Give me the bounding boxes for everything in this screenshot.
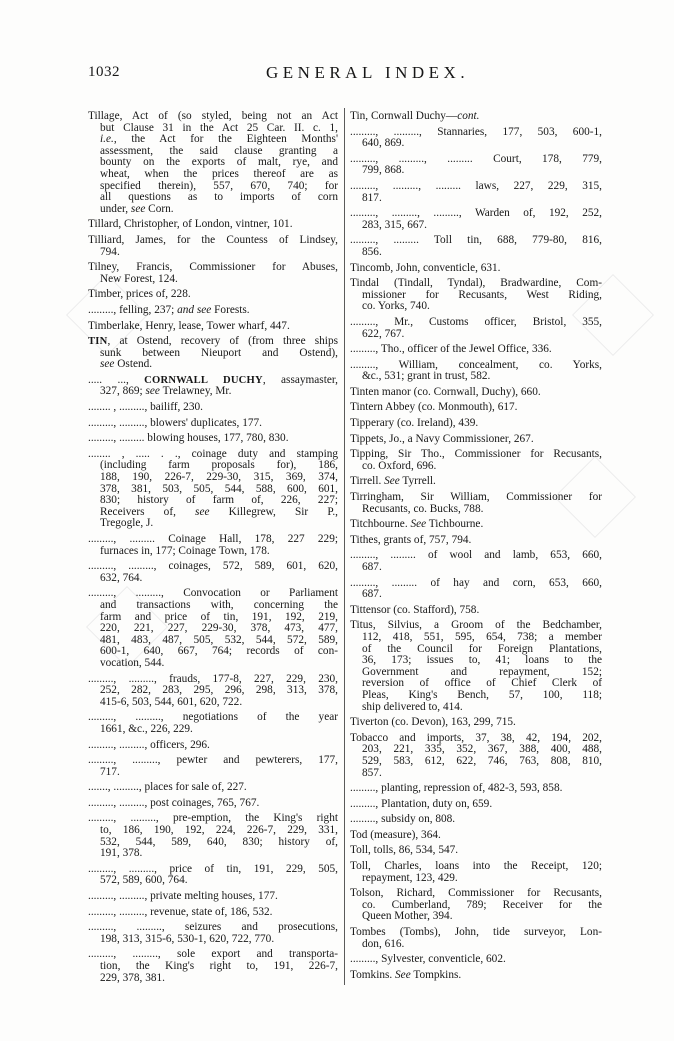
index-entry — [88, 402, 338, 414]
entry-first-line: ........., ........., price of tin, 191, 229, 505, — [88, 862, 338, 875]
entry-first-line: ........., ........., ......... Court, 178, 779, — [350, 152, 602, 165]
entry-first-line: Tithes, grants of, 757, 794. — [350, 533, 472, 546]
index-entry — [88, 864, 338, 887]
entry-text: Receivers of, — [100, 505, 196, 518]
entry-first-line: Tintern Abbey (co. Monmouth), 617. — [350, 401, 518, 414]
entry-first-line — [350, 519, 602, 531]
index-entry — [350, 449, 602, 472]
index-entry — [350, 278, 602, 313]
entry-text: ..... ..., — [88, 373, 145, 386]
entry-continuation-line: 830; history of farm of, 226, 227; — [100, 494, 338, 507]
entry-continuation-line: 203, 221, 335, 352, 367, 388, 400, 488, — [362, 743, 602, 756]
index-entry — [350, 181, 602, 204]
entry-first-line: ........ , ........., bailiff, 230. — [88, 401, 203, 414]
entry-first-line — [350, 970, 602, 982]
entry-first-line: ........., ........., frauds, 177-8, 227, 229, 230, — [88, 672, 338, 685]
index-entry — [88, 375, 338, 398]
index-entry — [88, 561, 338, 584]
entry-continuation-line: Pleas, King's Bench, 57, 100, 118; — [362, 688, 602, 701]
entry-continuation-line: &c., 531; grant in trust, 582. — [362, 370, 491, 383]
entry-first-line: ........., ......... of hay and corn, 653, 660, — [350, 576, 602, 589]
entry-first-line: Tillard, Christopher, of London, vintner, 101. — [88, 218, 293, 231]
italic-text: See — [395, 968, 411, 981]
entry-continuation-line: 799, 868. — [362, 164, 405, 177]
entry-text: , the Act for the Eighteen Months' — [113, 133, 338, 146]
column-divider — [344, 108, 345, 985]
entry-first-line: Tobacco and imports, 37, 38, 42, 194, 202, — [350, 731, 602, 744]
entry-continuation-line: don, 616. — [362, 937, 405, 950]
index-entry — [88, 588, 338, 669]
entry-continuation-line: Queen Mother, 394. — [362, 910, 453, 923]
entry-first-line: ........., ........., revenue, state of, 186, 532. — [88, 905, 273, 918]
entry-continuation-line: 229, 378, 381. — [100, 971, 165, 984]
entry-continuation-line: furnaces in, 177; Coinage Town, 178. — [100, 544, 270, 557]
index-entry — [350, 387, 602, 399]
entry-first-line: ........., subsidy on, 808. — [350, 813, 456, 826]
entry-continuation-line: 220, 221, 227, 229-30, 378, 473, 477, — [100, 622, 338, 635]
index-entry — [350, 317, 602, 340]
entry-continuation-line: tion, the King's right to, 191, 226-7, — [100, 960, 338, 972]
entry-continuation-line: assessment, the said clause granting a — [100, 144, 338, 157]
italic-text: see — [100, 358, 115, 371]
index-entry — [88, 922, 338, 945]
entry-first-line: ........., ........., coinages, 572, 589, 601, 620, — [88, 560, 338, 573]
entry-first-line: ........., ........., pewter and pewterers, 177, — [88, 754, 338, 767]
index-entry — [350, 235, 602, 258]
index-entry — [350, 360, 602, 383]
index-entry — [88, 534, 338, 557]
index-entry — [88, 740, 338, 752]
entry-continuation-line: and transactions with, concerning the — [100, 598, 338, 611]
index-entry — [350, 519, 602, 531]
entry-continuation-line: co. Yorks, 740. — [362, 300, 430, 313]
entry-text: Tichbourne. — [426, 518, 484, 531]
index-entry — [88, 674, 338, 709]
entry-continuation-line: 415-6, 503, 544, 601, 620, 722. — [100, 695, 243, 708]
index-entry — [350, 733, 602, 779]
entry-first-line — [88, 305, 338, 317]
italic-text: See — [384, 475, 400, 488]
left-column — [88, 111, 338, 984]
entry-first-line: Toll, tolls, 86, 534, 547. — [350, 844, 459, 857]
entry-first-line: Tipping, Sir Tho., Commissioner for Recusants, — [350, 448, 602, 461]
entry-continuation-line: 112, 418, 551, 595, 654, 738; a member — [362, 630, 602, 643]
index-entry — [350, 799, 602, 811]
entry-continuation-line: New Forest, 124. — [100, 272, 178, 285]
entry-text: under, — [100, 202, 131, 215]
entry-text: Tomkins. — [350, 968, 396, 981]
entry-first-line: ........., planting, repression of, 482-3, 593, 858. — [350, 782, 563, 795]
index-entry — [350, 535, 602, 547]
index-entry — [350, 783, 602, 795]
entry-continuation-line: 794. — [100, 245, 120, 258]
entry-first-line — [350, 111, 602, 123]
index-entry — [350, 927, 602, 950]
index-entry — [88, 782, 338, 794]
entry-continuation-line: 252, 282, 283, 295, 296, 298, 313, 378, — [100, 684, 338, 697]
entry-first-line: ........., ......... Coinage Hall, 178, 227 229; — [88, 533, 338, 545]
italic-text: See — [410, 518, 427, 531]
entry-first-line: Tombes (Tombs), John, tide surveyor, Lon- — [350, 926, 602, 939]
index-entry — [350, 717, 602, 729]
running-title: GENERAL INDEX. — [266, 63, 470, 82]
entry-text: Forests. — [211, 303, 250, 316]
index-entry — [350, 888, 602, 923]
index-entry — [350, 492, 602, 515]
entry-text: Ostend. — [114, 358, 153, 371]
entry-continuation-line: 36, 173; issues to, 41; loans to the — [362, 654, 602, 667]
italic-text: see — [195, 505, 210, 518]
entry-continuation-line: reversion of office of Chief Clerk of — [362, 677, 602, 690]
entry-continuation-line: 481, 483, 487, 505, 532, 544, 572, 589, — [100, 633, 338, 646]
entry-continuation-line: bounty on the exports of malt, rye, and — [100, 156, 338, 169]
entry-continuation-line: wheat, when the prices thereof are as — [100, 167, 338, 180]
entry-text: Corn. — [145, 202, 174, 215]
entry-first-line: Tod (measure), 364. — [350, 828, 441, 841]
entry-first-line: ........., ........., pre-emption, the King's right — [88, 812, 338, 825]
index-entry — [350, 154, 602, 177]
index-entry — [350, 418, 602, 430]
index-entry — [350, 111, 602, 123]
index-entry — [88, 949, 338, 984]
entry-first-line: ........., Tho., officer of the Jewel Office, 336. — [350, 343, 552, 356]
entry-continuation-line: Government and repayment, 152; — [362, 665, 602, 678]
index-entry — [88, 418, 338, 430]
entry-text: , assaymaster, — [262, 373, 338, 386]
right-column — [350, 111, 602, 981]
bold-heading: TIN — [88, 336, 108, 348]
entry-continuation-line: all questions as to imports of corn — [100, 191, 338, 204]
index-entry — [350, 845, 602, 857]
entry-first-line: Tillage, Act of (so styled, being not an Act — [88, 110, 338, 122]
entry-continuation-line: (including farm proposals for), 186, — [100, 459, 338, 472]
entry-text: ........., felling, 237; — [88, 303, 178, 316]
entry-text: Tin, Cornwall Duchy— — [350, 110, 458, 122]
entry-continuation-line: 817. — [362, 191, 382, 204]
index-entry — [350, 550, 602, 573]
entry-continuation-line: of the Council for Foreign Plantations, — [362, 642, 602, 655]
entry-continuation-line: 529, 583, 612, 622, 746, 763, 808, 810, — [362, 754, 602, 767]
entry-continuation-line: Tregogle, J. — [100, 517, 154, 530]
entry-first-line: Tincomb, John, conventicle, 631. — [350, 261, 501, 274]
entry-first-line: ........., ........., officers, 296. — [88, 738, 210, 751]
entry-first-line: ........., Mr., Customs officer, Bristol, 355, — [350, 315, 602, 328]
entry-first-line: ........., William, concealment, co. Yorks, — [350, 358, 602, 371]
index-entry — [350, 208, 602, 231]
entry-first-line: ........., ......... of wool and lamb, 653, 660, — [350, 549, 602, 562]
entry-text: , at Ostend, recovery of (from three ships — [107, 335, 338, 348]
index-entry — [350, 127, 602, 150]
index-entry — [88, 755, 338, 778]
index-entry — [88, 813, 338, 859]
index-entry — [350, 402, 602, 414]
entry-first-line: Tippets, Jo., a Navy Commissioner, 267. — [350, 432, 534, 445]
index-entry — [350, 476, 602, 488]
index-entry — [88, 433, 338, 445]
index-entry — [350, 954, 602, 966]
entry-continuation-line: 687. — [362, 561, 382, 573]
italic-text: i.e. — [100, 133, 114, 146]
index-entry — [350, 434, 602, 446]
entry-first-line — [88, 336, 338, 348]
entry-continuation-line: vocation, 544. — [100, 656, 165, 669]
entry-continuation-line: but Clause 31 in the Act 25 Car. II. c. 1, — [100, 121, 338, 134]
entry-continuation-line: missioner for Recusants, West Riding, — [362, 288, 602, 301]
entry-first-line — [350, 476, 602, 488]
entry-continuation-line: repayment, 123, 429. — [362, 871, 458, 884]
entry-continuation-line: 532, 544, 589, 640, 830; history of, — [100, 835, 338, 848]
entry-text: 327, 869; — [100, 385, 146, 398]
entry-continuation-line: 632, 764. — [100, 571, 143, 584]
entry-continuation-line: 198, 313, 315-6, 530-1, 620, 722, 770. — [100, 932, 275, 945]
entry-continuation-line: 717. — [100, 765, 120, 778]
italic-text: see — [130, 202, 146, 215]
entry-continuation-line: 640, 869. — [362, 137, 405, 150]
index-entry — [350, 830, 602, 842]
entry-continuation-line: 856. — [362, 245, 382, 258]
entry-continuation-line: specified therein), 557, 670, 740; for — [100, 179, 338, 192]
entry-continuation-line: 572, 589, 600, 764. — [100, 874, 188, 887]
entry-continuation-line: 857. — [362, 766, 382, 779]
entry-text: Titchbourne. — [350, 518, 411, 531]
entry-first-line: ........., ........., ........., Warden of, 192, 252, — [350, 207, 602, 220]
index-entry — [88, 219, 338, 231]
entry-first-line: ........., ......... Toll tin, 688, 779-80, 816, — [350, 234, 602, 247]
index-entry — [350, 605, 602, 617]
entry-continuation-line: 600-1, 640, 667, 764; records of con- — [100, 645, 338, 658]
entry-first-line: Tipperary (co. Ireland), 439. — [350, 417, 479, 430]
entry-text: Killegrew, Sir P., — [209, 505, 338, 518]
entry-continuation-line: farm and price of tin, 191, 192, 219, — [100, 610, 338, 623]
index-entry — [350, 578, 602, 601]
entry-first-line: ........., ........., negotiations of the year — [88, 711, 338, 724]
index-entry — [88, 305, 338, 317]
entry-continuation-line — [88, 359, 338, 371]
entry-first-line: ........., ......... blowing houses, 177, 780, 830. — [88, 432, 289, 445]
entry-first-line: Tirringham, Sir William, Commissioner for — [350, 491, 602, 504]
entry-first-line: ........ , ..... . ., coinage duty and stamping — [88, 447, 338, 460]
entry-first-line: Tiverton (co. Devon), 163, 299, 715. — [350, 716, 516, 729]
entry-first-line: Timber, prices of, 228. — [88, 288, 191, 301]
entry-continuation-line: 191, 378. — [100, 847, 143, 860]
entry-first-line: ........., ........., sole export and transporta- — [88, 948, 338, 961]
entry-first-line: ........., ........., blowers' duplicates, 177. — [88, 416, 262, 429]
italic-text: and see — [177, 303, 212, 316]
entry-continuation-line: 687. — [362, 588, 382, 601]
entry-text: Tirrell. — [350, 475, 385, 488]
entry-first-line: Timberlake, Henry, lease, Tower wharf, 447. — [88, 319, 290, 332]
bold-heading: CORNWALL DUCHY — [144, 374, 263, 386]
entry-first-line: Tolson, Richard, Commissioner for Recusants, — [350, 887, 602, 900]
italic-text: see — [145, 385, 160, 398]
entry-text: Tyrrell. — [399, 475, 436, 488]
index-entry — [350, 263, 602, 275]
entry-first-line: ........., Plantation, duty on, 659. — [350, 797, 493, 810]
entry-continuation-line: 622, 767. — [362, 327, 405, 340]
entry-continuation-line: 188, 190, 226-7, 229-30, 315, 369, 374, — [100, 471, 338, 484]
entry-continuation-line: Recusants, co. Bucks, 788. — [362, 502, 484, 515]
entry-first-line: ........., ........., Convocation or Parliament — [88, 587, 338, 600]
entry-first-line: ........., ........., Stannaries, 177, 503, 600-1, — [350, 125, 602, 138]
entry-first-line: ........., ........., post coinages, 765, 767. — [88, 796, 260, 809]
entry-first-line: Tittensor (co. Stafford), 758. — [350, 603, 480, 616]
italic-text: cont. — [457, 110, 480, 122]
entry-first-line: Tinten manor (co. Cornwall, Duchy), 660. — [350, 385, 541, 398]
entry-continuation-line: sunk between Nieuport and Ostend), — [100, 346, 338, 359]
entry-text: Tompkins. — [410, 968, 462, 981]
entry-first-line: Tindal (Tindall, Tyndal), Bradwardine, Com- — [350, 277, 602, 290]
entry-first-line: ........., ........., ......... laws, 227, 229, 315, — [350, 179, 602, 192]
entry-first-line: Toll, Charles, loans into the Receipt, 120; — [350, 860, 602, 873]
index-entry — [88, 111, 338, 215]
page-number: 1032 — [88, 64, 120, 80]
entry-continuation-line — [88, 386, 338, 398]
entry-continuation-line: ship delivered to, 414. — [362, 700, 463, 713]
entry-first-line: Tilliard, James, for the Countess of Lindsey, — [88, 233, 338, 246]
entry-first-line: ........., Sylvester, conventicle, 602. — [350, 953, 506, 966]
index-entry — [88, 235, 338, 258]
index-entry — [350, 620, 602, 713]
entry-continuation-line — [88, 204, 338, 216]
index-entry — [88, 907, 338, 919]
index-entry — [88, 798, 338, 810]
index-entry — [88, 449, 338, 530]
index-entry — [88, 289, 338, 301]
entry-first-line: ........., ........., private melting houses, 177. — [88, 890, 278, 903]
index-entry — [350, 344, 602, 356]
index-entry — [350, 861, 602, 884]
index-entry — [350, 970, 602, 982]
entry-first-line: ......., ........., places for sale of, 227. — [88, 781, 247, 794]
entry-first-line: ........., ........., seizures and prosecutions, — [88, 921, 338, 934]
index-entry — [88, 336, 338, 371]
entry-continuation-line: co. Oxford, 696. — [362, 459, 437, 472]
entry-first-line: Titus, Silvius, a Groom of the Bedchamber, — [350, 619, 602, 632]
entry-continuation-line: 283, 315, 667. — [362, 218, 427, 231]
index-entry — [88, 712, 338, 735]
entry-continuation-line: co. Cumberland, 789; Receiver for the — [362, 898, 602, 911]
index-entry — [88, 891, 338, 903]
entry-continuation-line: to, 186, 190, 192, 224, 226-7, 229, 331, — [100, 824, 338, 837]
entry-continuation-line: 1661, &c., 226, 229. — [100, 722, 193, 735]
entry-first-line: Tilney, Francis, Commissioner for Abuses, — [88, 261, 338, 274]
entry-continuation-line: 378, 381, 503, 505, 544, 588, 600, 601, — [100, 482, 338, 495]
index-entry — [350, 814, 602, 826]
index-entry — [88, 262, 338, 285]
index-entry — [88, 321, 338, 333]
entry-text: Trelawney, Mr. — [159, 385, 232, 398]
